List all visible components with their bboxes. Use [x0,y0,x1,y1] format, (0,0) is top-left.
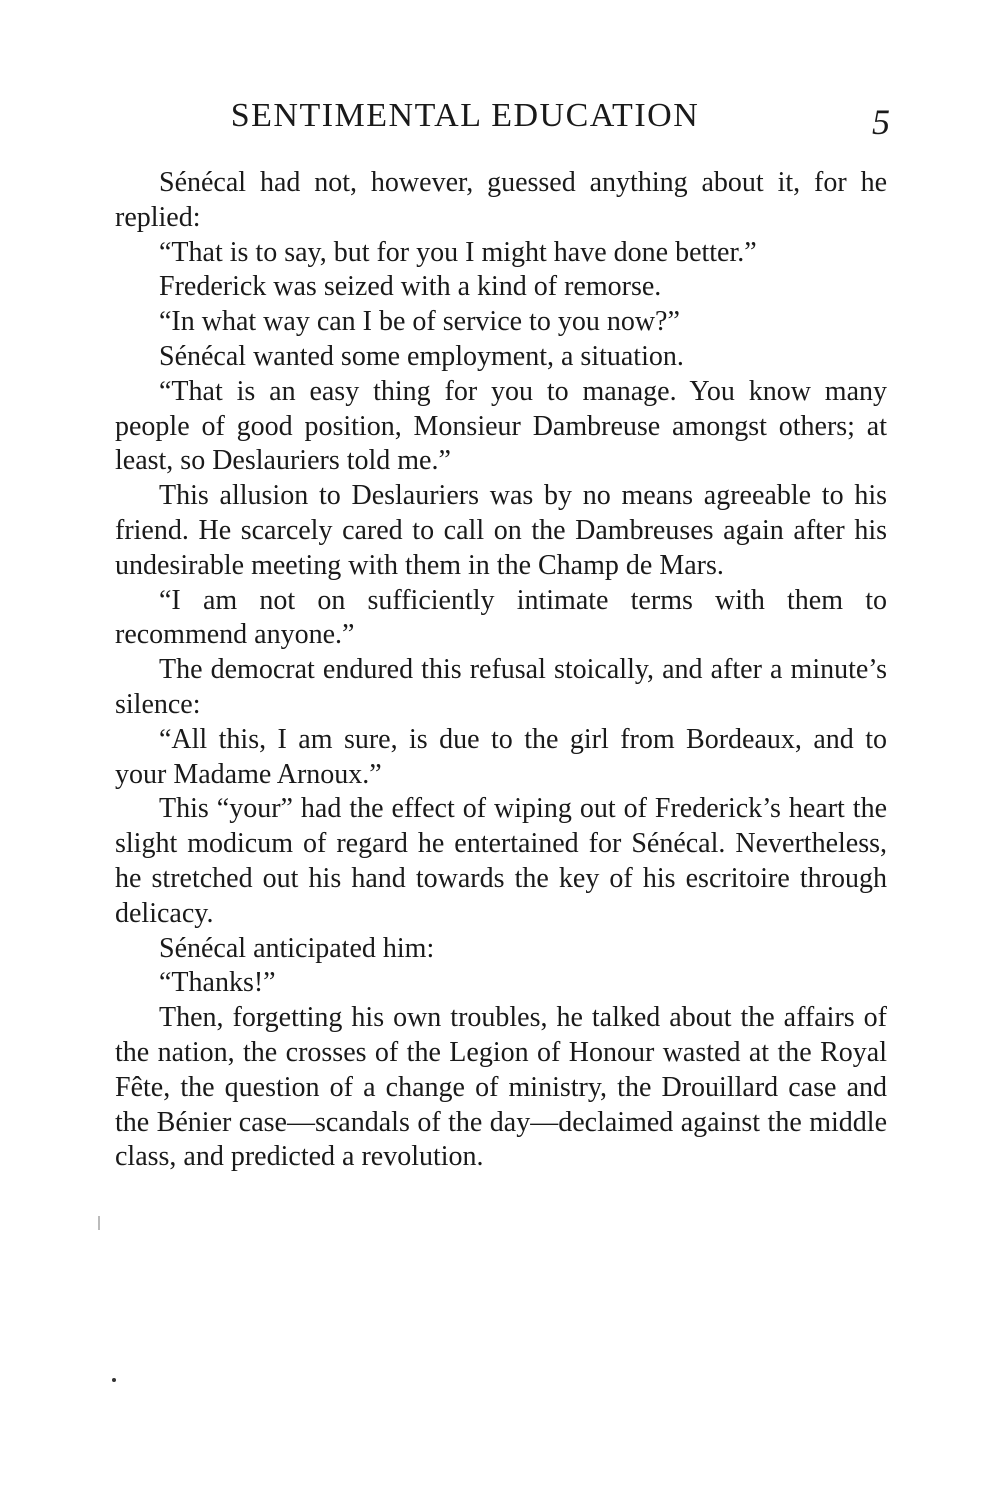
running-title: SENTIMENTAL EDUCATION [230,97,700,134]
paragraph: Sénécal wanted some employment, a situation. [159,340,684,372]
paragraph: Sénécal had not, however, guessed anything about it, for he replied: [115,167,887,233]
paragraph: Then, forgetting his own troubles, he talked about the affairs of the nation, the crosses of the Legion of Honour wasted at the Royal Fête, the question of a change of ministry, the Drouillard case and the Bénier case—scandals of the day—declaimed against the middle class, and predicted a revolution. [115,1002,887,1173]
paragraph: “I am not on sufficiently intimate terms with them to recommend anyone.” [115,584,887,651]
margin-tick-mark [98,1216,100,1230]
page-number: 5 [872,102,890,142]
paragraph: “That is an easy thing for you to manage. You know many people of good position, Monsieur Dambreuse amongst others; at least, so Deslauriers told me.” [115,375,887,477]
paragraph: “All this, I am sure, is due to the girl from Bordeaux, and to your Madame Arnoux.” [115,723,887,790]
ink-dot-mark [112,1378,116,1382]
paragraph: Frederick was seized with a kind of remorse. [159,271,662,303]
paragraph: The democrat endured this refusal stoically, and after a minute’s silence: [115,654,887,720]
paragraph: This “your” had the effect of wiping out of Frederick’s heart the slight modicum of regard he entertained for Sénécal. Nevertheless, he stretched out his hand towards the key of his escritoire through delicacy. [115,793,887,929]
paragraph: This allusion to Deslauriers was by no means agreeable to his friend. He scarcely cared to call on the Dambreuses again after his undesirable meeting with them in the Champ de Mars. [115,480,887,581]
paragraph: “Thanks!” [159,967,276,999]
running-head [115,92,890,140]
paragraph: Sénécal anticipated him: [159,932,435,964]
paragraph: “That is to say, but for you I might have done better.” [159,236,757,268]
body-text [115,166,887,1175]
paragraph: “In what way can I be of service to you now?” [159,306,680,338]
